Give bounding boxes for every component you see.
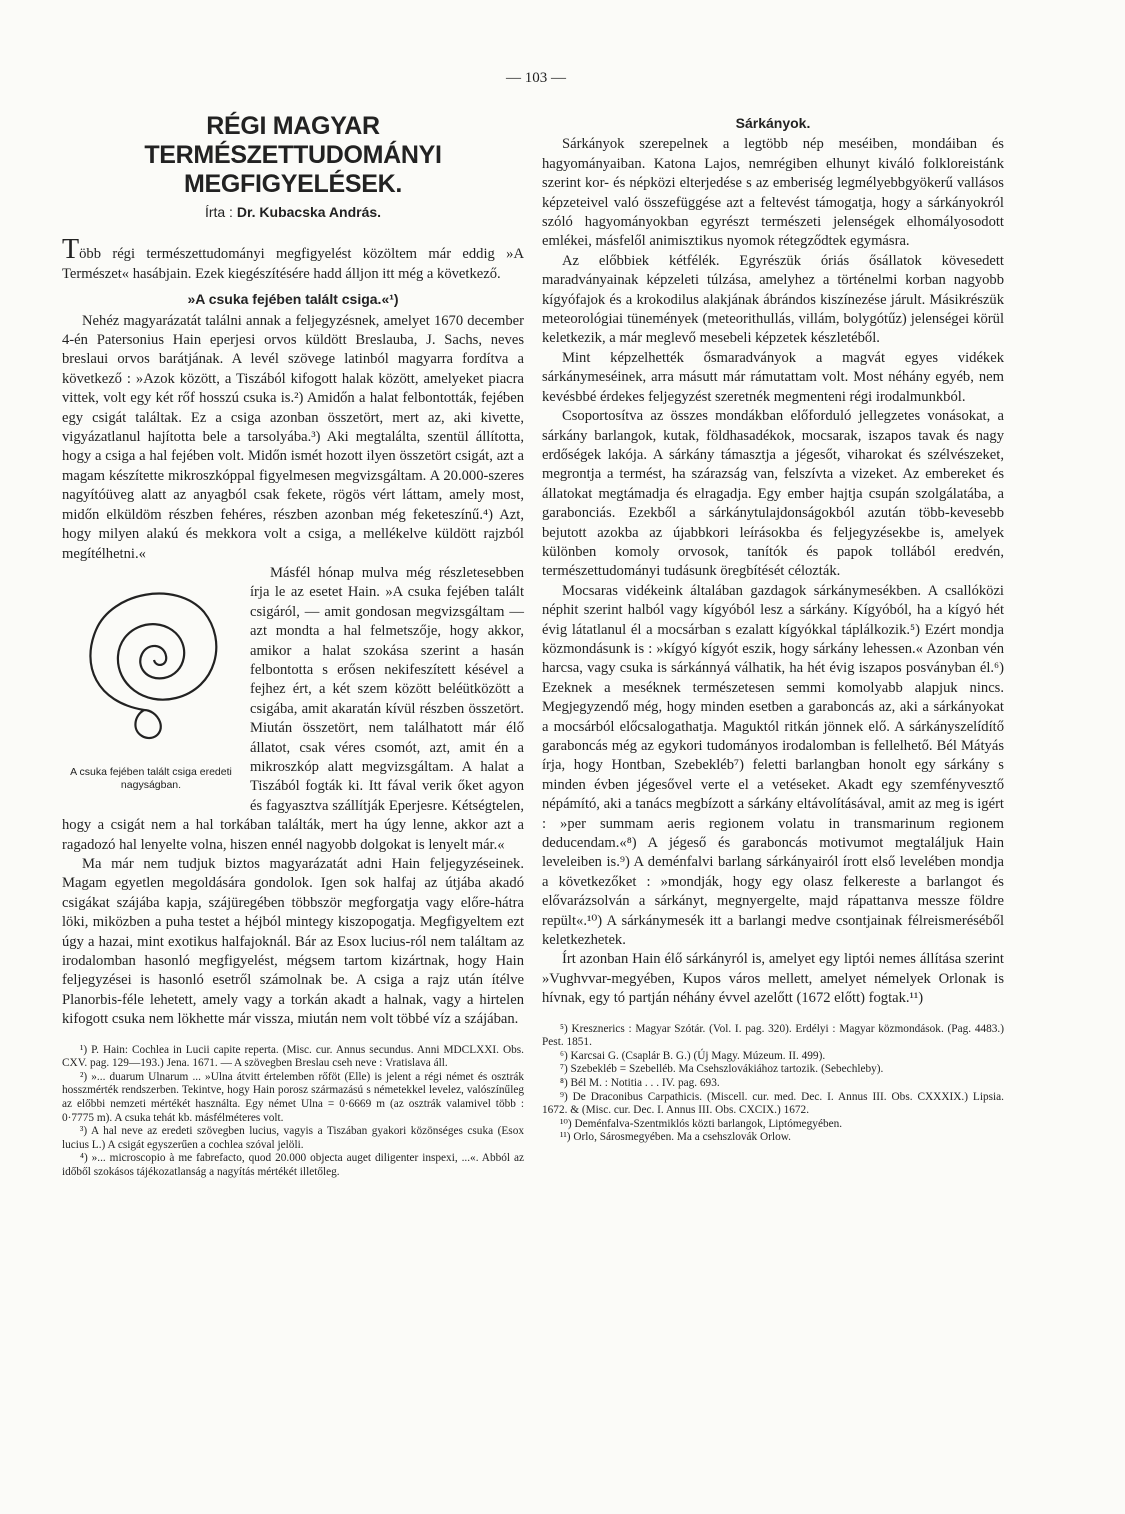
footnote: ⁵) Kresznerics : Magyar Szótár. (Vol. I. pag. 320). Erdélyi : Magyar közmondások. (Pag. 4483.) Pest. 1851. xyxy=(542,1022,1004,1049)
author-name: Dr. Kubacska András. xyxy=(236,204,382,220)
title-line-2: MEGFIGYELÉSEK. xyxy=(183,170,403,198)
footnotes-left xyxy=(62,1044,524,1180)
paragraph: Ma már nem tudjuk biztos magyarázatát adni Hain feljegyzéseinek. Magam egyetlen megoldására gondolok. Igen sok halfaj az útjába akadó csigákat szájába kapja, szájüregében többször megforgatja vagy előre-hátra löki, miközben a puha testet a héjból mintegy kiszopogatja. Megfigyeltem ezt úgy a hazai, mint exotikus halfajoknál. Bár az Esox lucius-ról nem találtam az irodalomban hasonló megfigyelést, mégsem tartom kizártnak, hogy Hain feljegyzései is hasonló esetről számolnak be. A csiga a rajz után ítélve Planorbis-féle lehetett, amely vagy a torkán akadt a halnak, vagy a hirtelen kifogott csuka nem lökhette már vissza, miután nem volt többé víz a szájában. xyxy=(62,856,524,1028)
section-title-csuka: »A csuka fejében talált csiga.«¹) xyxy=(187,291,399,308)
footnote: ⁹) De Draconibus Carpathicis. (Miscell. cur. med. Dec. I. Annus III. Obs. CXXXIX.) Lipsia. 1672. & (Misc. cur. Dec. I. Annus III. Obs. CXCIX.) 1672. xyxy=(542,1090,1004,1117)
author-prefix: Írta : xyxy=(204,204,233,220)
footnote: ¹¹) Orlo, Sárosmegyében. Ma a csehszlovák Orlow. xyxy=(560,1131,791,1144)
footnotes-right xyxy=(542,1023,1004,1145)
footnote: ⁷) Szebekléb = Szebelléb. Ma Csehszlovákiához tartozik. (Sebechleby). xyxy=(560,1063,884,1076)
footnote: ²) »... duarum Ulnarum ... »Ulna átvitt értelemben rőföt (Elle) is jelent a régi német és osztrák hosszmérték rendszerben. Tekintve, hogy Hain porosz származású s németekkel levelez, valószínűleg az előbbi nemzeti mértékét használta. Egy német Ulna = 0·6669 m (az osztrák valamivel több : 0·7775 m). A csuka tehát kb. másfélméteres volt. xyxy=(62,1070,524,1124)
intro-paragraph: Több régi természettudományi megfigyelést közöltem már eddig »A Természet« hasábjain. Ezek kiegészítésére hadd álljon itt még a következő. xyxy=(62,234,524,282)
section-title-sarkanyok: Sárkányok. xyxy=(735,115,811,131)
right-column xyxy=(542,112,1004,1145)
left-column xyxy=(62,112,524,1180)
paragraph: Mocsaras vidékeink általában gazdagok sárkánymesékben. A csallóközi néphit szerint halból vagy kígyóból lesz a sárkány. Kígyóból, ha a kígyó hét évig látatlanul él a mocsárban s ezalatt kígyókkal táplálkozik.⁵) Ezért mondja közmondásunk is : »kígyó kígyót eszik, hogy sárkány lehessen.« Azonban vén harcsa, vagy csuka is sárkánnyá válhatik, ha hét évig iszapos posványban él.⁶) Ezeknek a meséknek természetesen semmi komolyabb alapjuk nincs. Megjegyzendő még, hogy minden esetben a garaboncás az, aki a sárkányokat a mocsárból előcsalogathatja. Maguktól ritkán jönnek elő. A sárkányszelídítő garaboncás még az egykori tudományos irodalomban is fellelhető. Bél Mátyás írja, hogy Hontban, Szebekléb⁷) feletti barlangban honolt egy sárkány s minden évben jégesővel verte el a vetéseket. Akadt egy szemfényvesztő népámító, aki a tanács megbízott a sárkány eltávolításával, amit az meg is igért : »per summam aeris regionem volatu in transmarinum regionem deducendam.«⁸) A jégeső és garaboncás motivumot megtaláljuk Hain leveleiben is.⁹) A deménfalvi barlang sárkányairól írott első levelében mondja a következőket : »mondják, hogy egy olasz felkereste a barlangot és elővarázsolván a sárkányt, megnyergelte, majd rápattanva messze földre repült«.¹⁰) A sárkánymesék itt a barlangi medve csontjainak félreismeréséből keletkezhetek. xyxy=(542,582,1004,949)
paragraph: Mint képzelhették ősmaradványok a magvát egyes vidékek sárkánymeséinek, arra másutt már rámutattam volt. Most néhány egyéb, nem kevésbbé érdekes feljegyzést szeretnék megmenteni régi irodalmunkból. xyxy=(542,349,1004,405)
paragraph: Csoportosítva az összes mondákban előforduló jellegzetes vonásokat, a sárkány barlangok, kutak, földhasadékok, mocsarak, iszapos tavak és nagy erdőségek lakója. A sárkány támasztja a jégesőt, viharokat és szélvészeket, megrontja a termést, ha szárazság van, felszívta a vizeket. Az embereket és állatokat megtámadja és elragadja. Egy ember hajtja csupán szolgálatába, a garabonciás. Ezekből a sárkánytulajdonságokból azután több-kevesebb bejutott azokba az újabbkori leírásokba és feljegyzésekbe is, amelyek különben komoly orvosok, tanítók és papok tollából eredvén, természettudományi tudásunk öregbítését célozták. xyxy=(542,408,1004,580)
snail-figure xyxy=(62,570,240,796)
paragraph: Írt azonban Hain élő sárkányról is, amelyet egy liptói nemes állítása szerint »Vughvvar-megyében, Kupos város mellett, amelyet némelyek Orlonak is hívnak, egy tó partján néhány évvel azelőtt (1672 előtt) fogtak.¹¹) xyxy=(542,951,1004,1007)
footnote: ¹) P. Hain: Cochlea in Lucii capite reperta. (Misc. cur. Annus secundus. Anni MDCLXXI. Obs. CXV. pag. 129—193.) Jena. 1671. — A szövegben Breslau cseh neve : Vratislava áll. xyxy=(62,1043,524,1070)
article-title xyxy=(62,112,524,199)
paragraph: Sárkányok szerepelnek a legtöbb nép meséiben, mondáiban és hagyományaiban. Katona Lajos, nemrégiben elhunyt kiváló folkloreistánk szerint kor- és népközi elterjedése s az emberiség legmélyebbgyökerű vallásos képzeteivel való összefüggése azt a feltevést támogatja, hogy a sárkányokról szóló hagyományokban egyrészt természeti jelenségek elhomályosodott emlékei, másfelől animisztikus nyomok rétegződtek egymásra. xyxy=(542,136,1004,250)
planorbis-spiral-drawing xyxy=(76,570,226,760)
drop-cap: T xyxy=(62,234,80,266)
figure-caption: A csuka fejében talált csiga eredeti nagyságban. xyxy=(70,766,232,792)
author-line xyxy=(62,203,524,222)
footnote: ⁴) »... microscopio à me fabrefacto, quod 20.000 objecta auget diligenter inspexi, ...«. Abból az időből szokásos tájékozatlanság a nagyítás mértékét illetőleg. xyxy=(62,1152,524,1178)
footnote: ⁶) Karcsai G. (Csaplár B. G.) (Új Magy. Múzeum. II. 499). xyxy=(560,1049,826,1062)
footnote: ³) A hal neve az eredeti szövegben lucius, vagyis a Tiszában gyakori közönséges csuka (Esox lucius L.) A csigát egyszerűen a cochlea szóval jelöli. xyxy=(62,1125,524,1151)
title-line-1: RÉGI MAGYAR TERMÉSZETTUDOMÁNYI xyxy=(144,112,442,169)
footnote: ⁸) Bél M. : Notitia . . . IV. pag. 693. xyxy=(560,1077,720,1090)
paragraph: Másfél hónap mulva még részletesebben írja le az esetet Hain. »A csuka fejében talált csigáról, — amit gondosan megvizsgáltam — azt mondta a hal felmetszője, hogy akkor, amikor a halat szokása szerint a hasán felbontotta s erősen nekifeszített késével a fejhez ért, a két szem között beléütközött a csigába, amit akaratán kívül részben összetört. Miután összetört, nem találhatott már élő állatot, csak véres csomót, azt, amit én a mikroszkóp alatt megvizsgáltam. A halat a Tiszából fogták ki. Itt fával verik őket agyon és fagyasztva szállítják Eperjesre. Kétségtelen, hogy a csigát nem a hal torkában találták, mert ha úgy lenne, akkor azt a ragadozó hal lenyelte volna, hiszen ennél nagyobb dolgokat is lenyelt már.« xyxy=(62,564,524,853)
page-number: — 103 — xyxy=(506,70,566,86)
paragraph: Nehéz magyarázatát találni annak a feljegyzésnek, amelyet 1670 december 4-én Patersonius Hain eperjesi orvos küldött Breslauba, J. Sachs, neves breslaui orvos barátjának. A levél szövege latinból magyarra fordítva a következő : »Azok között, a Tiszából kifogott halak között, amelyeket piacra vittek, volt egy két rőf hosszú csuka is.²) Amidőn a halat felbontották, fejében egy csigát találtak. Ez a csiga azonban összetört, mert az, aki kivette, vigyázatlanul hajította bele a tarsolyába.³) Aki megtalálta, szentül állította, hogy a csiga a hal fejében volt. Midőn ismét hozott ilyen összetört csigát, azt a magam készítette mikroszkóppal figyelmesen megvizsgáltam. A 20.000-szeres nagyítóüveg alatt az anyagból csak fekete, rögös vért láttam, amely most, midőn elküldöm részben fehéres, részben azonban még feketeszínű.⁴) Azt, hogy milyen alakú és mekkora volt a csiga, a mellékelve küldött rajzból megítélhetni.« xyxy=(62,312,524,562)
paragraph: Az előbbiek kétfélék. Egyrészük óriás ősállatok kövesedett maradványainak képzeleti túlzása, amelyhez a történelmi korban nagyobb kígyófajok és a krokodilus alakjának ábrándos kiszínezése járult. Másikrészük meteorológiai tünemények (meteorithullás, villám, bolygótűz) jelenségei körül keletkezik, a már meglevő mesebeli képzetek készletéből. xyxy=(542,252,1004,347)
footnote: ¹⁰) Deménfalva-Szentmiklós közti barlangok, Liptómegyében. xyxy=(560,1117,843,1130)
